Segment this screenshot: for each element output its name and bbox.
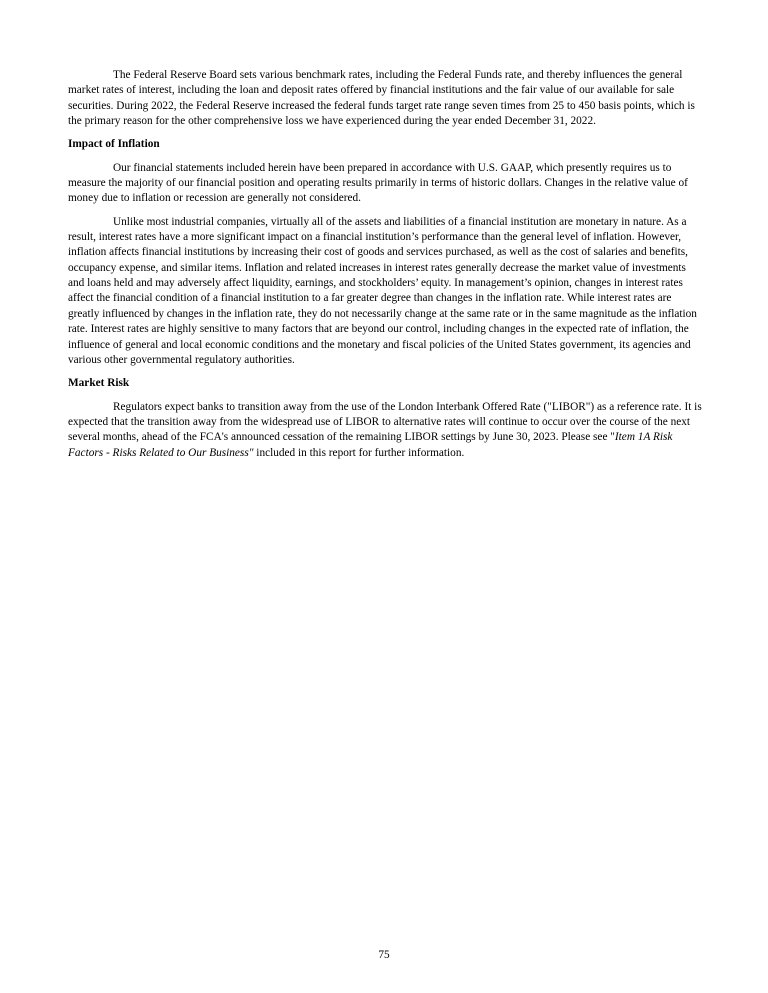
heading-impact-of-inflation: Impact of Inflation [68,138,160,151]
paragraph-libor-transition [68,400,702,461]
paragraph-financial-statements: Our financial statements included herein have been prepared in accordance with U.S. GAAP, which presently requires us to measure the majority of our financial position and operating results primarily in terms of historic dollars. Changes in the relative value of money due to inflation or recession are generally not considered. [68,161,688,205]
libor-text-end: included in this report for further information. [253,446,465,459]
document-body [68,68,702,461]
heading-market-risk: Market Risk [68,377,130,390]
paragraph-federal-reserve: The Federal Reserve Board sets various benchmark rates, including the Federal Funds rate, and thereby influences the general market rates of interest, including the loan and deposit rates offered by financial institutions and the fair value of our available for sale securities. During 2022, the Federal Reserve increased the federal funds target rate range seven times from 25 to 450 basis points, which is the primary reason for the other comprehensive loss we have experienced during the year ended December 31, 2022. [68,69,695,128]
paragraph-monetary-nature: Unlike most industrial companies, virtually all of the assets and liabilities of a financial institution are monetary in nature. As a result, interest rates have a more significant impact on a financial institution’s performance than the general level of inflation. However, inflation affects financial institutions by increasing their cost of goods and services purchased, as well as the cost of salaries and benefits, occupancy expense, and similar items. Inflation and related increases in interest rates generally decrease the market value of investments and loans held and may adversely affect liquidity, earnings, and stockholders’ equity. In management’s opinion, changes in interest rates affect the financial condition of a financial institution to a far greater degree than changes in the inflation rate. While interest rates are greatly influenced by changes in the inflation rate, they do not necessarily change at the same rate or in the same magnitude as the inflation rate. Interest rates are highly sensitive to many factors that are beyond our control, including changes in the expected rate of inflation, the influence of general and local economic conditions and the monetary and fiscal policies of the United States government, its agencies and various other governmental regulatory authorities. [68,215,697,366]
risk-factors-reference: Item 1A Risk Factors - Risks Related to Our Business" [68,431,673,459]
libor-text-start: Regulators expect banks to transition away from the use of the London Interbank Offered Rate ("LIBOR") as a reference rate. It is expected that the transition away from the widespread use of LIBOR to alternative rates will continue to occur over the course of the next several months, ahead of the FCA's announced cessation of the remaining LIBOR settings by June 30, 2023. Please see " [68,400,702,444]
page-number: 75 [378,949,390,961]
